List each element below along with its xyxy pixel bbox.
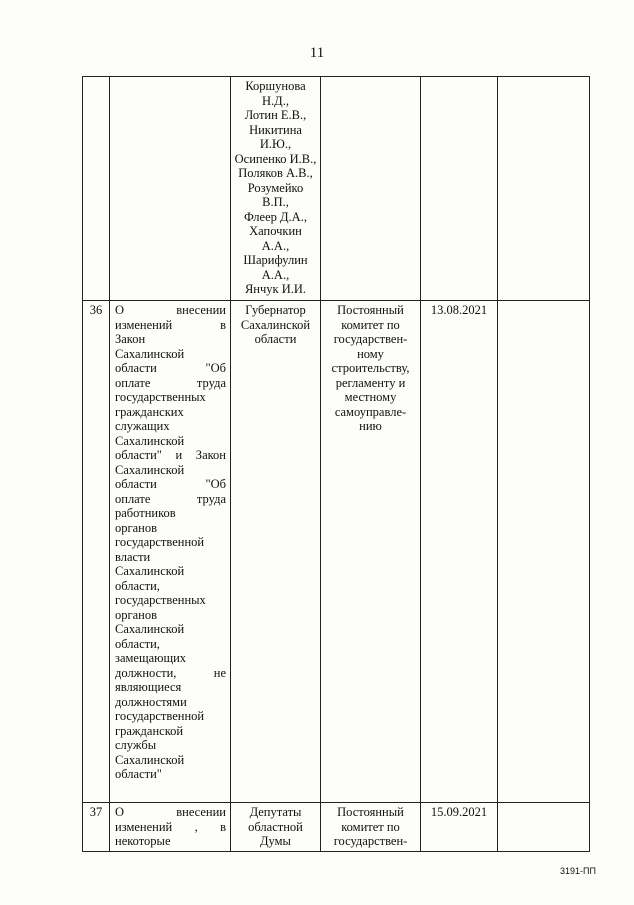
bill-title-line: работников <box>115 506 176 520</box>
initiator-line: Коршунова <box>245 79 306 93</box>
bill-title-line: изменений в <box>115 317 226 332</box>
initiator-line: Н.Д., <box>262 93 289 108</box>
initiator-line: И.Ю., <box>259 137 292 151</box>
committee-line: строительству, <box>331 361 410 375</box>
initiator-line: Флеер Д.А., <box>244 209 307 224</box>
bill-title-line: области, <box>115 578 160 593</box>
committee-line: Постоянный <box>337 303 404 317</box>
bill-title-line: должностями <box>115 694 187 709</box>
initiator-line: Губернатор <box>245 303 306 317</box>
date-cell: 13.08.2021 <box>421 301 498 803</box>
bill-title-line: области" и Закон <box>115 448 226 462</box>
bills-table <box>82 76 590 852</box>
bill-title-line: Сахалинской <box>115 752 185 767</box>
bill-title-line: оплате труда <box>115 375 226 390</box>
initiator-line: Лотин Е.В., <box>244 108 307 122</box>
table-row <box>83 77 590 301</box>
initiator-line: Сахалинской <box>240 317 311 332</box>
bill-title-line: Закон <box>115 332 146 346</box>
initiator-line: Думы <box>260 834 291 848</box>
committee-line: Постоянный <box>337 805 404 819</box>
date-cell <box>421 77 498 301</box>
initiator-line: Розумейко <box>247 180 304 195</box>
bill-title-line: О внесении <box>115 303 226 317</box>
row-number: 37 <box>83 803 110 852</box>
bill-title-line: государственной <box>115 709 205 723</box>
initiator-line: Никитина <box>249 122 302 137</box>
initiator-line: В.П., <box>262 195 289 209</box>
bill-title-line: органов <box>115 520 158 535</box>
bill-title-line: Сахалинской <box>115 346 185 361</box>
bill-title <box>110 301 231 803</box>
bill-title-line: О внесении <box>115 805 226 819</box>
bill-title-line: государственной <box>115 535 205 549</box>
committee-cell <box>321 301 421 803</box>
bill-title-line: области" <box>115 767 162 781</box>
initiator-line: А.А., <box>261 267 290 282</box>
bill-title-line: государственных <box>115 390 206 404</box>
table-row <box>83 803 590 852</box>
committee-line: комитет по <box>341 819 400 834</box>
initiator-line: областной <box>248 819 303 834</box>
committee-line: комитет по <box>341 317 400 332</box>
bill-title-line: государственных <box>115 593 206 607</box>
committee-cell <box>321 803 421 852</box>
bill-title-line: службы <box>115 738 157 752</box>
table-row <box>83 301 590 803</box>
bill-title-line: власти <box>115 549 151 564</box>
row-number: 36 <box>83 301 110 803</box>
bill-title <box>110 803 231 852</box>
initiator-line: Шарифулин <box>243 253 308 267</box>
note-cell <box>498 803 590 852</box>
bill-title-line: оплате труда <box>115 491 226 506</box>
bill-title-line: изменений , в <box>115 819 226 834</box>
bill-title-line: области "Об <box>115 361 226 375</box>
bill-title-line: должности, не <box>115 665 226 680</box>
committee-line: государствен- <box>333 834 408 848</box>
bill-title-line: Сахалинской <box>115 564 185 578</box>
bill-title <box>110 77 231 301</box>
bill-title-line: служащих <box>115 419 170 433</box>
bill-title-line: некоторые <box>115 834 171 848</box>
bill-title-line: Сахалинской <box>115 622 185 636</box>
bill-title-line: области, <box>115 636 160 651</box>
date-cell: 15.09.2021 <box>421 803 498 852</box>
note-cell <box>498 301 590 803</box>
initiator-line: Янчук И.И. <box>244 282 307 296</box>
bill-title-line: Сахалинской <box>115 462 185 477</box>
bill-title-line: гражданских <box>115 404 184 419</box>
initiator-cell <box>231 803 321 852</box>
initiator-cell <box>231 301 321 803</box>
bill-title-line: органов <box>115 607 158 622</box>
document-code: 3191-ПП <box>560 866 596 876</box>
page-number: 11 <box>309 45 325 61</box>
bill-title-line: области "Об <box>115 477 226 491</box>
initiator-line: области <box>254 332 297 346</box>
committee-line: местному <box>344 390 397 404</box>
bill-title-line: являющиеся <box>115 680 182 694</box>
initiator-line: Хапочкин А.А., <box>249 224 302 253</box>
bill-title-line: Сахалинской <box>115 433 185 448</box>
bill-title-line: гражданской <box>115 723 184 738</box>
committee-line: нию <box>359 419 382 433</box>
row-number <box>83 77 110 301</box>
initiator-line: Осипенко И.В., <box>234 151 317 166</box>
committee-line: государствен- <box>333 332 408 346</box>
initiator-line: Депутаты <box>249 805 302 819</box>
committee-line: ному <box>357 346 384 361</box>
initiator-cell <box>231 77 321 301</box>
committee-cell <box>321 77 421 301</box>
initiator-line: Поляков А.В., <box>238 166 313 180</box>
committee-line: регламенту и <box>335 375 406 390</box>
bill-title-line: замещающих <box>115 651 187 665</box>
note-cell <box>498 77 590 301</box>
committee-line: самоуправле- <box>334 404 407 419</box>
